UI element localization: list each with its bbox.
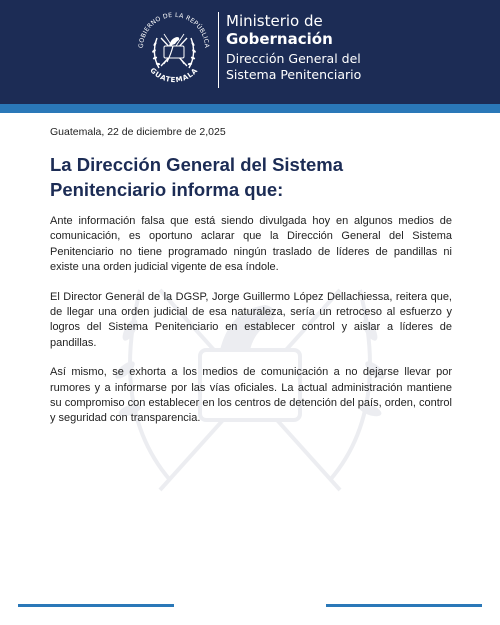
header-banner — [0, 0, 500, 104]
ministry-title-block — [226, 12, 361, 83]
ministry-line-2: Gobernación — [226, 30, 333, 48]
ministry-line-3: Dirección General del — [226, 51, 361, 66]
footer-line-left — [18, 604, 174, 607]
coat-of-arms-seal-icon — [133, 4, 215, 98]
header-divider — [218, 12, 219, 88]
header-accent-bar — [0, 104, 500, 113]
ministry-line-1: Ministerio de — [226, 12, 323, 30]
seal-text-top: GOBIERNO DE LA REPÚBLICA — [137, 11, 211, 49]
footer-line-right — [326, 604, 482, 607]
paragraph-1: Ante información falsa que está siendo divulgada hoy en algunos medios de comunicación, es oportuno aclarar que la Dirección General del Sistema Penitenciario no tiene programado ningún traslado de líderes de pandillas ni existe una orden judicial vigente de esa índole. — [50, 215, 452, 274]
svg-text:GUATEMALA — [148, 66, 199, 84]
document-date: Guatemala, 22 de diciembre de 2,025 — [50, 126, 226, 138]
paragraph-2: El Director General de la DGSP, Jorge Guillermo López Dellachiessa, reitera que, de llegar una orden judicial de esa naturaleza, sería un retroceso al esfuerzo y logros del Sistema Penitenciario en establecer control y aislar a líderes de pandillas. — [50, 290, 452, 349]
document-body — [50, 214, 452, 441]
document-title: La Dirección General del Sistema Penitenciario informa que: — [50, 154, 344, 200]
ministry-line-4: Sistema Penitenciario — [226, 67, 362, 82]
paragraph-3: Así mismo, se exhorta a los medios de comunicación a no dejarse llevar por rumores y a informarse por las vías oficiales. La actual administración mantiene su compromiso con establecer en los centros de detención del país, orden, control y seguridad con transparencia. — [50, 366, 452, 425]
seal-text-bottom: GUATEMALA — [148, 66, 200, 85]
